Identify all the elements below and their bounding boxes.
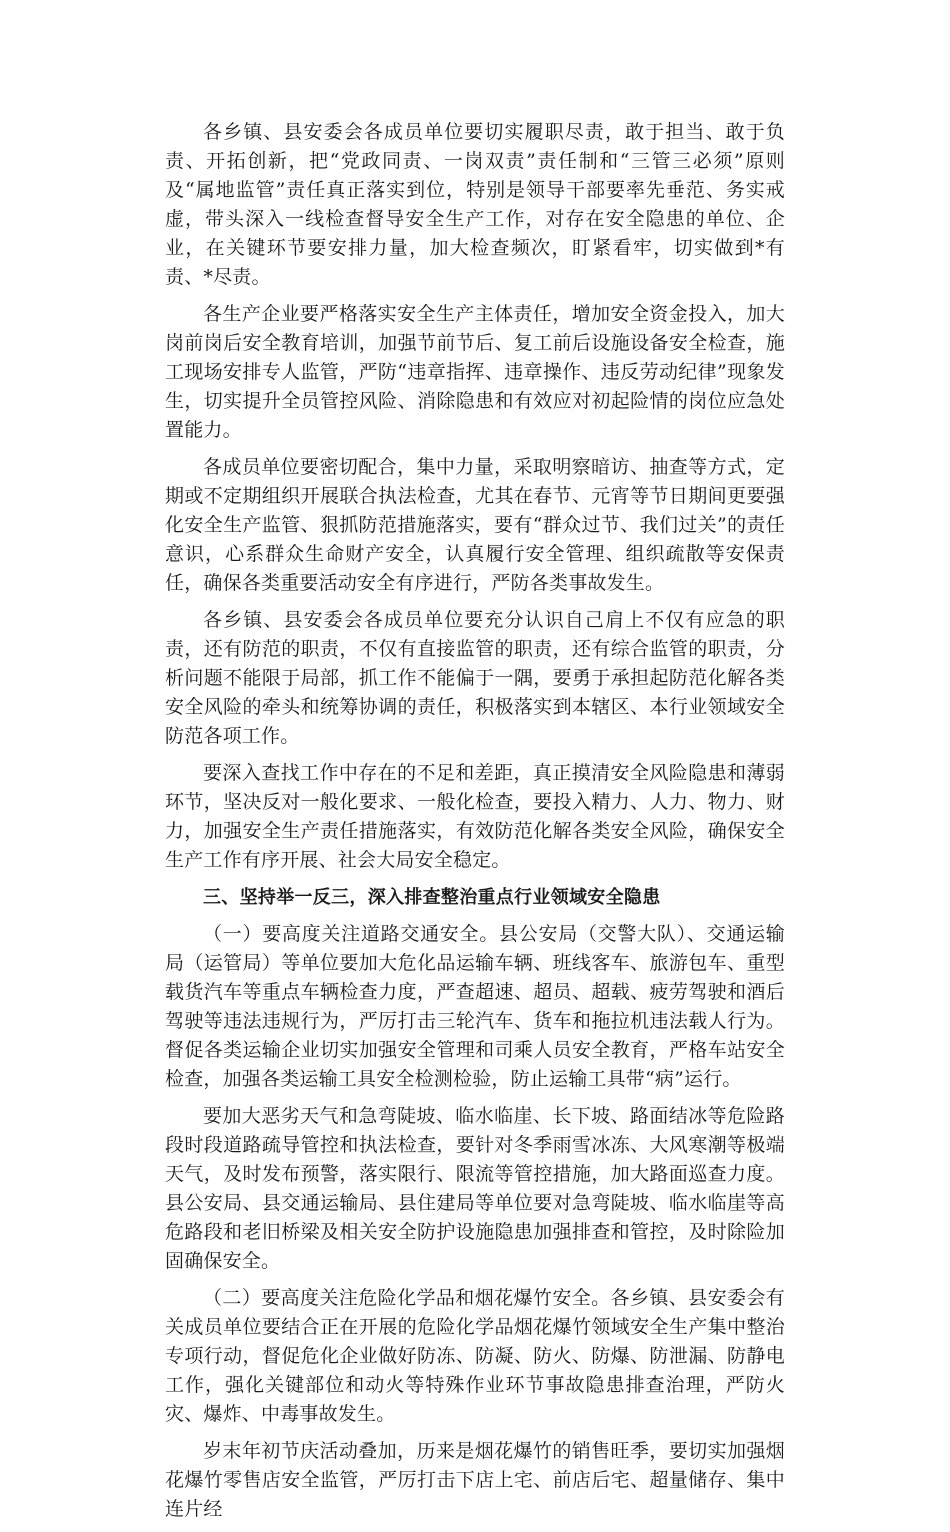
body-paragraph: 各成员单位要密切配合，集中力量，采取明察暗访、抽查等方式，定期或不定期组织开展联合执法检查，尤其在春节、元宵等节日期间更要强化安全生产监管、狠抓防范措施落实，要有“群众过节、我们过关”的责任意识，心系群众生命财产安全，认真履行安全管理、组织疏散等安保责任，确保各类重要活动安全有序进行，严防各类事故发生。 <box>165 456 785 594</box>
body-paragraph: 要深入查找工作中存在的不足和差距，真正摸清安全风险隐患和薄弱环节，坚决反对一般化要求、一般化检查，要投入精力、人力、物力、财力，加强安全生产责任措施落实，有效防范化解各类安全风险，确保安全生产工作有序开展、社会大局安全稳定。 <box>165 762 785 871</box>
body-paragraph: 各乡镇、县安委会各成员单位要充分认识自己肩上不仅有应急的职责，还有防范的职责，不仅有直接监管的职责，还有综合监管的职责，分析问题不能限于局部，抓工作不能偏于一隅，要勇于承担起防范化解各类安全风险的牵头和统筹协调的责任，积极落实到本辖区、本行业领域安全防范各项工作。 <box>165 609 785 747</box>
document-page <box>165 118 785 1532</box>
section-paragraph: 岁末年初节庆活动叠加，历来是烟花爆竹的销售旺季，要切实加强烟花爆竹零售店安全监管，严厉打击下店上宅、前店后宅、超量储存、集中连片经 <box>165 1440 785 1520</box>
body-paragraph: 各生产企业要严格落实安全生产主体责任，增加安全资金投入，加大岗前岗后安全教育培训，加强节前节后、复工前后设施设备安全检查，施工现场安排专人监管，严防“违章指挥、违章操作、违反劳动纪律”现象发生，切实提升全员管控风险、消除隐患和有效应对初起险情的岗位应急处置能力。 <box>165 303 785 441</box>
section-paragraph: 要加大恶劣天气和急弯陡坡、临水临崖、长下坡、路面结冰等危险路段时段道路疏导管控和执法检查，要针对冬季雨雪冰冻、大风寒潮等极端天气，及时发布预警，落实限行、限流等管控措施，加大路面巡查力度。县公安局、县交通运输局、县住建局等单位要对急弯陡坡、临水临崖等高危路段和老旧桥梁及相关安全防护设施隐患加强排查和管控，及时除险加固确保安全。 <box>165 1105 785 1272</box>
section-paragraph: （二）要高度关注危险化学品和烟花爆竹安全。各乡镇、县安委会有关成员单位要结合正在开展的危险化学品烟花爆竹领域安全生产集中整治专项行动，督促危化企业做好防冻、防凝、防火、防爆、防泄漏、防静电工作，强化关键部位和动火等特殊作业环节事故隐患排查治理，严防火灾、爆炸、中毒事故发生。 <box>165 1287 785 1425</box>
body-paragraph: 各乡镇、县安委会各成员单位要切实履职尽责，敢于担当、敢于负责、开拓创新，把“党政同责、一岗双责”责任制和“三管三必须”原则及“属地监管”责任真正落实到位，特别是领导干部要率先垂范、务实戒虚，带头深入一线检查督导安全生产工作，对存在安全隐患的单位、企业，在关键环节要安排力量，加大检查频次，盯紧看牢，切实做到*有责、*尽责。 <box>165 121 785 288</box>
section-paragraph: （一）要高度关注道路交通安全。县公安局（交警大队）、交通运输局（运管局）等单位要加大危化品运输车辆、班线客车、旅游包车、重型载货汽车等重点车辆检查力度，严查超速、超员、超载、疲劳驾驶和酒后驾驶等违法违规行为，严厉打击三轮汽车、货车和拖拉机违法载人行为。督促各类运输企业切实加强安全管理和司乘人员安全教育，严格车站安全检查，加强各类运输工具安全检测检验，防止运输工具带“病”运行。 <box>165 923 785 1090</box>
section-heading: 三、坚持举一反三，深入排查整治重点行业领域安全隐患 <box>203 887 661 908</box>
